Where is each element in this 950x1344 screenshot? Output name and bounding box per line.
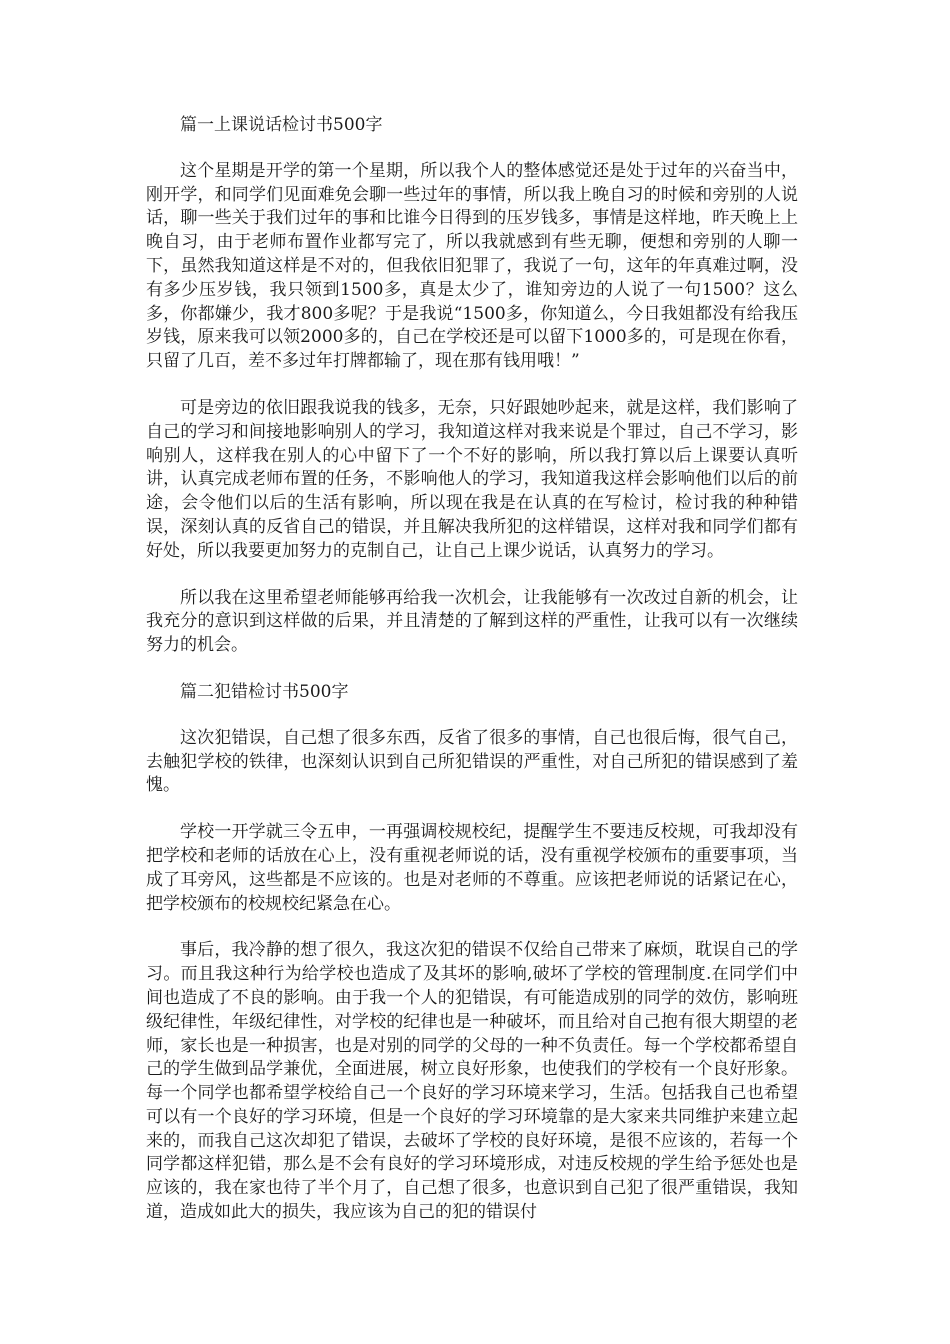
section-1-paragraph-2: 可是旁边的依旧跟我说我的钱多，无奈，只好跟她吵起来，就是这样，我们影响了自己的学习和间接地影响别人的学习，我知道这样对我来说是个罪过，自己不学习，影响别人，这样我在别人的心中留下了一个不好的影响，所以我打算以后上课要认真听讲，认真完成老师布置的任务，不影响他人的学习，我知道我这样会影响他们以后的前途，会令他们以后的生活有影响，所以现在我是在认真的在写检讨，检讨我的种种错误，深刻认真的反省自己的错误，并且解决我所犯的这样错误，这样对我和同学们都有好处，所以我要更加努力的克制自己，让自己上课少说话，认真努力的学习。 (146, 397, 798, 561)
section-2-paragraph-3: 事后，我冷静的想了很久，我这次犯的错误不仅给自己带来了麻烦，耽误自己的学习。而且我这种行为给学校也造成了及其坏的影响,破坏了学校的管理制度.在同学们中间也造成了不良的影响。由于我一个人的犯错误，有可能造成别的同学的效仿，影响班级纪律性，年级纪律性，对学校的纪律也是一种破坏，而且给对自己抱有很大期望的老师，家长也是一种损害，也是对别的同学的父母的一种不负责任。每一个学校都希望自己的学生做到品学兼优，全面进展，树立良好形象，也使我们的学校有一个良好形象。每一个同学也都希望学校给自己一个良好的学习环境来学习，生活。包括我自己也希望可以有一个良好的学习环境，但是一个良好的学习环境靠的是大家来共同维护来建立起来的，而我自己这次却犯了错误，去破坏了学校的良好环境，是很不应该的，若每一个同学都这样犯错，那么是不会有良好的学习环境形成，对违反校规的学生给予惩处也是应该的，我在家也待了半个月了，自己想了很多，也意识到自己犯了很严重错误，我知道，造成如此大的损失，我应该为自己的犯的错误付 (146, 940, 798, 1223)
document-page (146, 114, 798, 1248)
section-1-heading: 篇一上课说话检讨书500字 (180, 115, 383, 135)
section-1-paragraph-1: 这个星期是开学的第一个星期，所以我个人的整体感觉还是处于过年的兴奋当中，刚开学，和同学们见面难免会聊一些过年的事情，所以我上晚自习的时候和旁别的人说话，聊一些关于我们过年的事和比谁今日得到的压岁钱多，事情是这样地，昨天晚上上晚自习，由于老师布置作业都写完了，所以我就感到有些无聊，便想和旁别的人聊一下，虽然我知道这样是不对的，但我依旧犯罪了，我说了一句，这年的年真难过啊，没有多少压岁钱，我只领到1500多，真是太少了，谁知旁边的人说了一句1500？这么多，你都嫌少，我才800多呢？于是我说“1500多，你知道么，今日我姐都没有给我压岁钱，原来我可以领2000多的，自己在学校还是可以留下1000多的，可是现在你看，只留了几百，差不多过年打牌都输了，现在那有钱用哦！” (146, 160, 798, 372)
section-2-paragraph-2: 学校一开学就三令五申，一再强调校规校纪，提醒学生不要违反校规，可我却没有把学校和老师的话放在心上，没有重视老师说的话，没有重视学校颁布的重要事项，当成了耳旁风，这些都是不应该的。也是对老师的不尊重。应该把老师说的话紧记在心，把学校颁布的校规校纪紧急在心。 (146, 822, 798, 914)
section-1-paragraph-3: 所以我在这里希望老师能够再给我一次机会，让我能够有一次改过自新的机会，让我充分的意识到这样做的后果，并且清楚的了解到这样的严重性，让我可以有一次继续努力的机会。 (146, 587, 798, 656)
section-2-heading: 篇二犯错检讨书500字 (180, 681, 349, 702)
section-2-paragraph-1: 这次犯错误，自己想了很多东西，反省了很多的事情，自己也很后悔，很气自己，去触犯学校的铁律，也深刻认识到自己所犯错误的严重性，对自己所犯的错误感到了羞愧。 (146, 727, 798, 796)
